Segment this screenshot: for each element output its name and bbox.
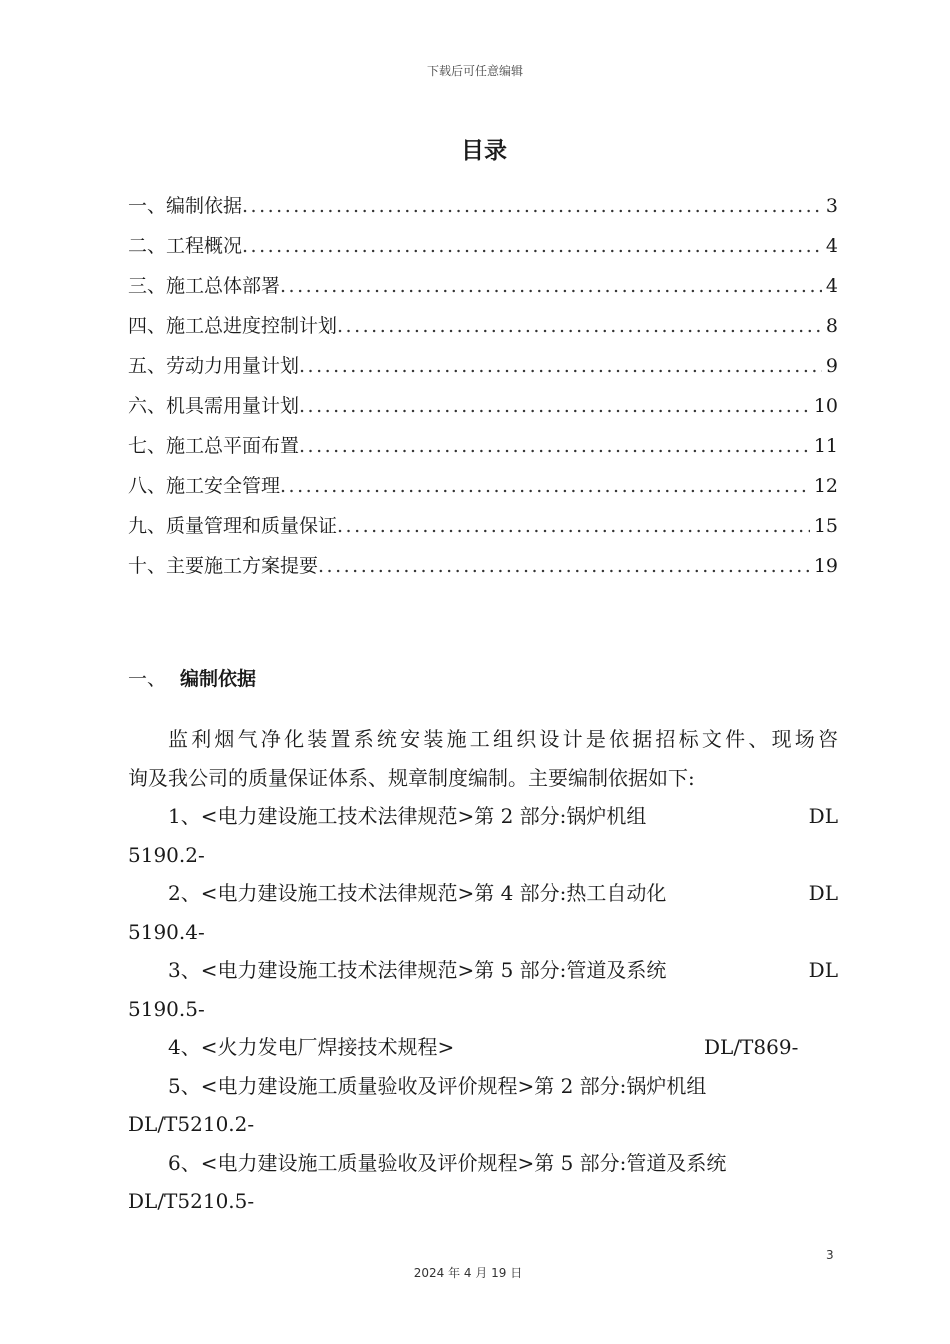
toc-entry-label: 三、施工总体部署 <box>128 275 281 297</box>
reference-title: 4、<火力发电厂焊接技术规程> <box>168 1035 455 1059</box>
toc-leader-dots <box>337 506 810 546</box>
toc-title: 目录 <box>461 138 507 164</box>
reference-code: DL <box>808 804 838 828</box>
toc-leader-dots <box>242 226 822 266</box>
table-of-contents <box>128 186 838 586</box>
toc-leader-dots <box>337 306 822 346</box>
section-title: 编制依据 <box>180 668 257 690</box>
toc-entry-label: 七、施工总平面布置 <box>128 435 300 457</box>
reference-item: 5、<电力建设施工质量验收及评价规程>第 2 部分:锅炉机组 <box>168 1073 707 1098</box>
toc-entry[interactable] <box>128 546 838 586</box>
reference-code-continued: 5190.2- <box>128 842 205 867</box>
toc-leader-dots <box>299 386 810 426</box>
reference-item <box>128 951 838 990</box>
toc-entry-page: 3 <box>825 195 838 217</box>
toc-leader-dots <box>318 546 810 586</box>
toc-entry-label: 四、施工总进度控制计划 <box>128 315 338 337</box>
toc-entry-page: 4 <box>825 275 838 297</box>
toc-entry[interactable] <box>128 466 838 506</box>
reference-item <box>128 1028 838 1067</box>
page-header: 下载后可任意编辑 <box>426 64 523 78</box>
intro-paragraph-line: 监利烟气净化装置系统安装施工组织设计是依据招标文件、现场咨 <box>168 727 838 751</box>
toc-leader-dots <box>280 266 822 306</box>
toc-entry-label: 六、机具需用量计划 <box>128 395 300 417</box>
toc-entry[interactable] <box>128 346 838 386</box>
page-footer-date: 2024 年 4 月 19 日 <box>413 1266 523 1280</box>
toc-entry-page: 19 <box>813 555 838 577</box>
page-number: 3 <box>826 1248 834 1262</box>
section-heading <box>128 664 256 691</box>
toc-entry[interactable] <box>128 386 838 426</box>
reference-title: 2、<电力建设施工技术法律规范>第 4 部分:热工自动化 <box>168 881 667 905</box>
toc-leader-dots <box>299 346 822 386</box>
reference-code: DL <box>808 881 838 905</box>
toc-entry-page: 8 <box>825 315 838 337</box>
toc-entry-page: 12 <box>813 475 838 497</box>
reference-code-continued: DL/T5210.2- <box>128 1112 255 1136</box>
toc-entry-page: 10 <box>813 395 838 417</box>
toc-leader-dots <box>280 466 810 506</box>
reference-code-continued: 5190.5- <box>128 996 205 1021</box>
reference-item: 6、<电力建设施工质量验收及评价规程>第 5 部分:管道及系统 <box>168 1150 727 1175</box>
section-number: 一、 <box>128 668 167 690</box>
reference-code: DL/T869- <box>704 1035 799 1059</box>
toc-entry[interactable] <box>128 226 838 266</box>
toc-leader-dots <box>242 186 822 226</box>
intro-paragraph-line: 询及我公司的质量保证体系、规章制度编制。主要编制依据如下: <box>128 765 695 790</box>
toc-entry-label: 一、编制依据 <box>128 195 243 217</box>
toc-entry[interactable] <box>128 426 838 466</box>
toc-entry-label: 八、施工安全管理 <box>128 475 281 497</box>
reference-item <box>128 797 838 836</box>
toc-leader-dots <box>299 426 810 466</box>
reference-code-continued: 5190.4- <box>128 919 205 944</box>
reference-item <box>128 874 838 913</box>
toc-entry-label: 五、劳动力用量计划 <box>128 355 300 377</box>
toc-entry[interactable] <box>128 186 838 226</box>
toc-entry-page: 11 <box>813 435 838 457</box>
reference-title: 1、<电力建设施工技术法律规范>第 2 部分:锅炉机组 <box>168 804 647 828</box>
reference-code-continued: DL/T5210.5- <box>128 1189 255 1213</box>
toc-entry-page: 4 <box>825 235 838 257</box>
toc-entry-label: 二、工程概况 <box>128 235 243 257</box>
toc-entry[interactable] <box>128 266 838 306</box>
toc-entry-label: 十、主要施工方案提要 <box>128 555 319 577</box>
toc-entry-page: 15 <box>813 515 838 537</box>
toc-entry[interactable] <box>128 306 838 346</box>
section-body <box>128 720 838 1221</box>
reference-title: 3、<电力建设施工技术法律规范>第 5 部分:管道及系统 <box>168 958 667 982</box>
toc-entry-label: 九、质量管理和质量保证 <box>128 515 338 537</box>
toc-entry[interactable] <box>128 506 838 546</box>
toc-entry-page: 9 <box>825 355 838 377</box>
reference-code: DL <box>808 958 838 982</box>
